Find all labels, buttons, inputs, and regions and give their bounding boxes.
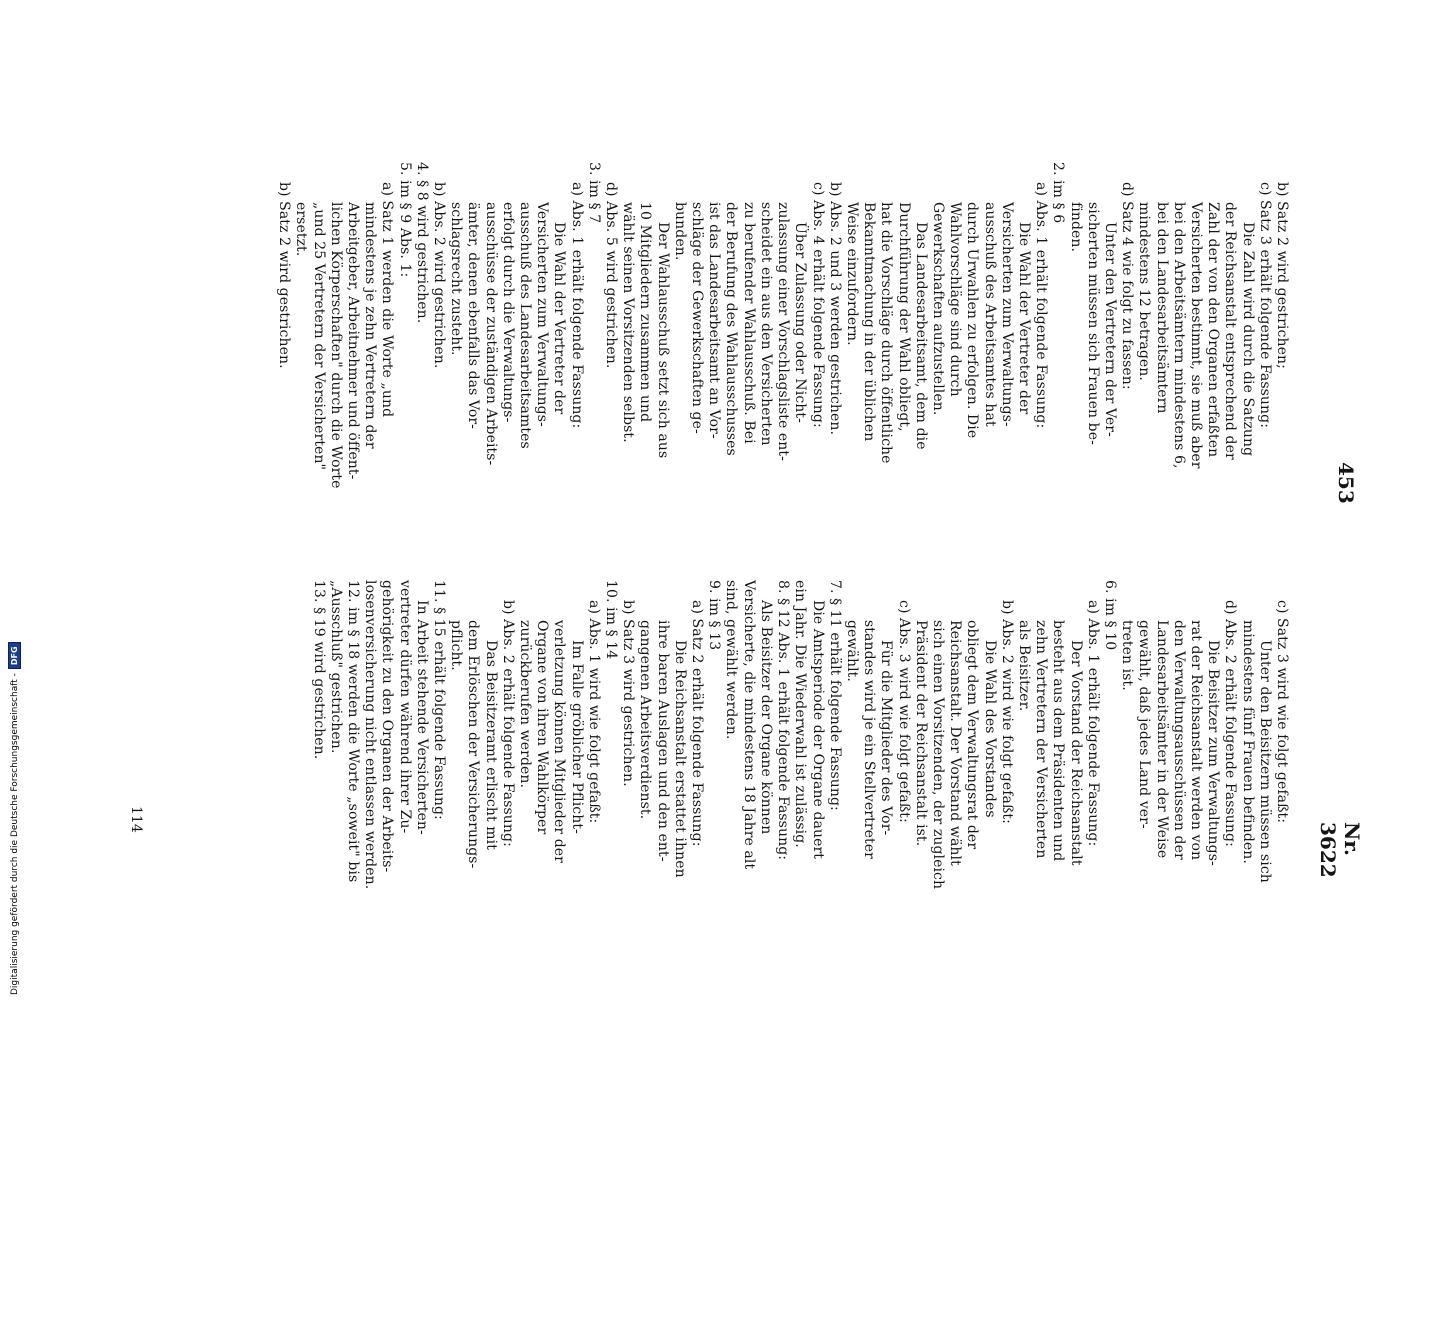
text-line: schlagsrecht zusteht. xyxy=(448,202,465,356)
text-line: Versicherten zum Verwaltungs- xyxy=(998,202,1015,427)
text-line: c) Abs. 4 erhält folgende Fassung: xyxy=(809,182,826,428)
text-line: a) Satz 2 erhält folgende Fassung: xyxy=(689,600,706,847)
text-line: sich einen Vorsitzenden, der zugleich xyxy=(929,620,946,890)
text-line: Durchführung der Wahl obliegt, xyxy=(895,202,912,432)
text-line: 13. § 19 wird gestrichen. xyxy=(310,580,327,760)
text-line: pflicht. xyxy=(448,620,465,671)
text-line: „Ausschluß" gestrichen. xyxy=(327,580,344,754)
text-line: Für die Mitglieder des Vor- xyxy=(878,640,895,836)
page-number: 453 xyxy=(1334,462,1358,504)
text-line: lichen Körperschaften" durch die Worte xyxy=(327,202,344,489)
text-line: rat der Reichsanstalt werden von xyxy=(1187,620,1204,861)
text-line: ist das Landesarbeitsamt an Vor- xyxy=(706,202,723,439)
text-line: c) Satz 3 erhält folgende Fassung: xyxy=(1256,182,1273,429)
text-line: Versicherten bestimmt, sie muß aber xyxy=(1187,202,1204,469)
text-line: verletzung können Mitglieder der xyxy=(551,620,568,863)
digitization-note-text: Digitalisierung gefördert durch die Deutsche Forschungsgemeinschaft - xyxy=(9,673,20,995)
text-line: zulassung einer Vorschlagsliste ent- xyxy=(775,202,792,461)
text-line: Über Zulassung oder Nicht- xyxy=(792,222,809,423)
text-line: mindestens 12 betragen. xyxy=(1136,202,1153,381)
text-line: d) Abs. 5 wird gestrichen. xyxy=(603,182,620,369)
text-line: den Verwaltungsausschüssen der xyxy=(1170,620,1187,860)
text-line: In Arbeit stehende Versicherten- xyxy=(413,600,430,835)
text-line: besteht aus dem Präsidenten und xyxy=(1050,620,1067,862)
text-line: gehörigkeit zu den Organen der Arbeits- xyxy=(379,580,396,873)
text-line: zu berufender Wahlausschuß. Bei xyxy=(740,202,757,444)
text-line: wählt seinen Vorsitzenden selbst. xyxy=(620,202,637,443)
text-line: zurückberufen werden. xyxy=(517,620,534,789)
document-number: Nr. 3622 xyxy=(1316,822,1364,878)
text-line: 5. im § 9 Abs. 1: xyxy=(396,162,413,278)
text-line: c) Satz 3 wird wie folgt gefaßt: xyxy=(1274,600,1290,824)
text-line: Die Wahl der Vertreter der xyxy=(1015,222,1032,415)
text-line: Landesarbeitsämter in der Weise xyxy=(1153,620,1170,859)
text-line: Der Wahlausschuß setzt sich aus xyxy=(654,222,671,459)
text-line: Als Beisitzer der Organe können xyxy=(757,600,774,835)
text-line: gangenen Arbeitsverdienst. xyxy=(637,620,654,820)
text-line: Die Wahl der Vertreter der xyxy=(551,222,568,415)
text-line: mindestens fünf Frauen befinden. xyxy=(1239,620,1256,864)
text-line: c) Abs. 3 wird wie folgt gefaßt: xyxy=(895,600,912,823)
text-line: 6. im § 10 xyxy=(1101,580,1118,651)
text-line: ausschuß des Landesarbeitsamtes xyxy=(517,202,534,449)
digitization-note xyxy=(8,642,21,995)
text-line: d) Abs. 2 erhält folgende Fassung: xyxy=(1222,600,1239,847)
text-line: Der Vorstand der Reichsanstalt xyxy=(1067,640,1084,866)
text-line: erfolgt durch die Verwaltungs- xyxy=(499,202,516,423)
text-line: ihre baren Auslagen und den ent- xyxy=(654,620,671,862)
text-line: a) Abs. 1 wird wie folgt gefaßt: xyxy=(585,600,602,824)
text-line: finden. xyxy=(1067,202,1084,253)
text-line: Reichsanstalt. Der Vorstand wählt xyxy=(947,620,964,866)
text-line: 7. § 11 erhält folgende Fassung: xyxy=(826,580,843,811)
text-line: b) Abs. 2 wird wie folgt gefaßt: xyxy=(998,600,1015,824)
text-line: Die Reichsanstalt erstattet ihnen xyxy=(671,640,688,878)
text-line: 12. im § 18 werden die Worte „soweit" bis xyxy=(345,580,362,883)
text-line: b) Abs. 2 wird gestrichen. xyxy=(431,182,448,369)
text-line: Die Wahl des Vorstandes xyxy=(981,640,998,818)
text-line: a) Abs. 1 erhält folgende Fassung: xyxy=(568,182,585,429)
text-line: Versicherten zum Verwaltungs- xyxy=(534,202,551,427)
text-line: 8. § 12 Abs. 1 erhält folgende Fassung: xyxy=(775,580,792,861)
text-line: 9. im § 13 xyxy=(706,580,723,651)
text-line: sind, gewählt werden. xyxy=(723,580,740,740)
text-line: b) Satz 2 wird gestrichen. xyxy=(276,182,293,369)
text-line: ein Jahr. Die Wiederwahl ist zulässig. xyxy=(792,580,809,848)
text-line: Im Falle gröblicher Pflicht- xyxy=(568,640,585,834)
text-line: treten ist. xyxy=(1119,620,1136,691)
text-line: dem Erlöschen der Versicherungs- xyxy=(465,620,482,869)
text-line: b) Satz 2 wird gestrichen; xyxy=(1274,182,1290,369)
text-line: Unter den Vertretern der Ver- xyxy=(1101,222,1118,437)
text-line: d) Satz 4 wie folgt zu fassen: xyxy=(1119,182,1136,390)
text-line: 11. § 15 erhält folgende Fassung: xyxy=(431,580,448,820)
text-line: 3. im § 7 xyxy=(585,162,602,224)
text-line: 4. § 8 wird gestrichen. xyxy=(413,162,430,324)
text-line: ausschüsse der zuständigen Arbeits- xyxy=(482,202,499,466)
right-text-column xyxy=(310,580,1290,1340)
text-line: durch Urwahlen zu erfolgen. Die xyxy=(964,202,981,439)
text-line: der Berufung des Wahlausschusses xyxy=(723,202,740,456)
text-line: zehn Vertretern der Versicherten xyxy=(1033,620,1050,859)
text-line: Das Beisitzeramt erlischt mit xyxy=(482,640,499,850)
text-line: a) Satz 1 werden die Worte „und xyxy=(379,182,396,418)
text-line: Wahlvorschläge sind durch xyxy=(947,202,964,397)
text-line: sicherten müssen sich Frauen be- xyxy=(1084,202,1101,445)
text-line: Versicherte, die mindestens 18 Jahre alt xyxy=(740,580,757,870)
text-line: Gewerkschaften aufzustellen. xyxy=(929,202,946,416)
footer-page-number: 114 xyxy=(128,806,144,833)
text-line: Die Beisitzer zum Verwaltungs- xyxy=(1205,640,1222,866)
text-line: Unter den Beisitzern müssen sich xyxy=(1256,640,1273,883)
text-line: als Beisitzer. xyxy=(1015,620,1032,712)
text-line: Bekanntmachung in der üblichen xyxy=(861,202,878,442)
text-line: scheidet ein aus den Versicherten xyxy=(757,202,774,446)
text-line: schläge der Gewerkschaften ge- xyxy=(689,202,706,434)
text-line: bei den Landesarbeitsämtern xyxy=(1153,202,1170,414)
text-line: der Reichsanstalt entsprechend der xyxy=(1222,202,1239,460)
text-line: 2. im § 6 xyxy=(1050,162,1067,224)
text-line: Das Landesarbeitsamt, dem die xyxy=(912,222,929,450)
text-line: Arbeitgeber, Arbeitnehmer und öffent- xyxy=(345,202,362,480)
text-line: Präsident der Reichsanstalt ist. xyxy=(912,620,929,847)
text-line: b) Abs. 2 erhält folgende Fassung: xyxy=(499,600,516,847)
text-line: Zahl der von den Organen erfaßten xyxy=(1205,202,1222,458)
text-line: losenversicherung nicht entlassen werden. xyxy=(362,580,379,890)
text-line: hat die Vorschläge durch öffentliche xyxy=(878,202,895,464)
text-line: standes wird je ein Stellvertreter xyxy=(861,620,878,859)
text-line: Weise einzufordern. xyxy=(843,202,860,346)
text-line: a) Abs. 1 erhält folgende Fassung: xyxy=(1084,600,1101,847)
text-line: Die Zahl wird durch die Satzung xyxy=(1239,222,1256,457)
text-line: vertreter dürfen während ihrer Zu- xyxy=(396,580,413,834)
text-line: bunden. xyxy=(671,202,688,261)
dfg-logo-icon: DFG xyxy=(8,642,21,669)
text-line: Organe von ihren Wahlkörper xyxy=(534,620,551,835)
text-line: b) Abs. 2 und 3 werden gestrichen. xyxy=(826,182,843,436)
text-line: ämter, denen ebenfalls das Vor- xyxy=(465,202,482,429)
text-line: 10 Mitgliedern zusammen und xyxy=(637,202,654,423)
text-line: gewählt, daß jedes Land ver- xyxy=(1136,620,1153,829)
text-line: ersetzt. xyxy=(293,202,310,257)
text-line: bei den Arbeitsämtern mindestens 6, xyxy=(1170,202,1187,469)
text-line: Die Amtsperiode der Organe dauert xyxy=(809,600,826,860)
text-line: gewählt. xyxy=(843,620,860,682)
text-line: „und 25 Vertretern der Versicherten" xyxy=(310,202,327,471)
text-line: a) Abs. 1 erhält folgende Fassung: xyxy=(1033,182,1050,429)
text-line: 10. im § 14 xyxy=(603,580,620,660)
text-line: b) Satz 3 wird gestrichen. xyxy=(620,600,637,787)
text-line: obliegt dem Verwaltungsrat der xyxy=(964,620,981,850)
text-line: mindestens je zehn Vertretern der xyxy=(362,202,379,449)
text-line: ausschuß des Arbeitsamtes hat xyxy=(981,202,998,427)
